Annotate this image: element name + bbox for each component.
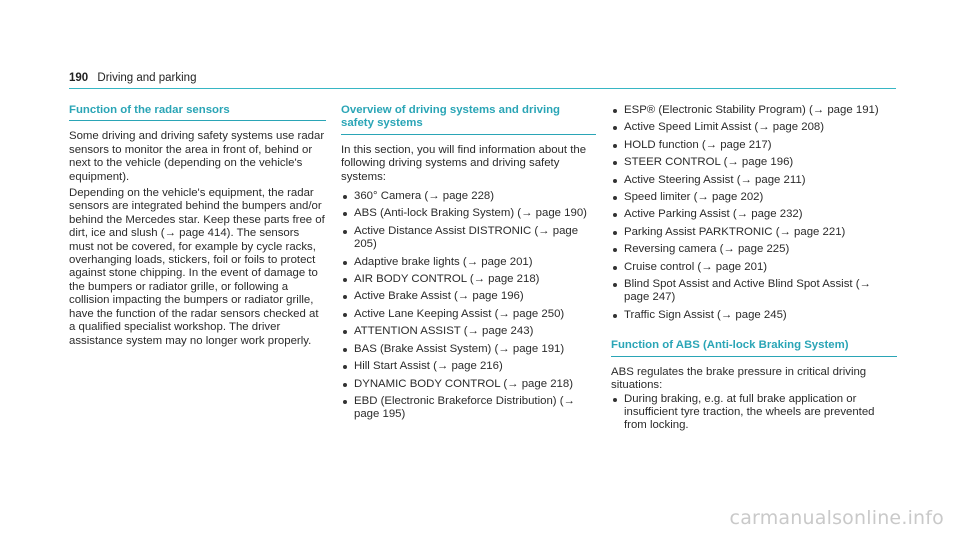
heading-divider [611,356,897,357]
header-divider [69,88,896,89]
watermark: carmanualsonline.info [729,507,944,529]
list-item[interactable]: Active Lane Keeping Assist (→ page 250) [341,308,596,321]
list-item[interactable]: Reversing camera (→ page 225) [611,243,897,256]
list-item[interactable]: Adaptive brake lights (→ page 201) [341,256,596,269]
list-item[interactable]: BAS (Brake Assist System) (→ page 191) [341,343,596,356]
heading-radar-sensors: Function of the radar sensors [69,104,230,116]
section-title: Driving and parking [97,72,197,84]
list-item[interactable]: STEER CONTROL (→ page 196) [611,156,897,169]
list-item[interactable]: DYNAMIC BODY CONTROL (→ page 218) [341,378,596,391]
list-item[interactable]: Blind Spot Assist and Active Blind Spot Assist (→ page 247) [611,278,897,305]
intro-paragraph: In this section, you will find information about the following driving systems and driving safety systems: [341,143,587,183]
page-header [69,72,196,84]
heading-overview: Overview of driving systems and driving safety systems [341,104,561,130]
page-number: 190 [69,72,89,84]
list-item[interactable]: ATTENTION ASSIST (→ page 243) [341,325,596,338]
abs-list [611,393,897,433]
list-item[interactable]: 360° Camera (→ page 228) [341,190,596,203]
column-radar-sensors [69,104,326,348]
column-systems-continued [611,104,897,437]
list-item[interactable]: Active Steering Assist (→ page 211) [611,174,897,187]
list-item[interactable]: EBD (Electronic Brakeforce Distribution) (→ page 195) [341,395,596,422]
list-item[interactable]: Active Parking Assist (→ page 232) [611,208,897,221]
list-item: During braking, e.g. at full brake application or insufficient tyre traction, the wheels are prevented from locking. [611,393,897,433]
list-item[interactable]: AIR BODY CONTROL (→ page 218) [341,273,596,286]
abs-intro: ABS regulates the brake pressure in critical driving situations: [611,365,867,392]
column-overview [341,104,596,426]
list-item[interactable]: Parking Assist PARKTRONIC (→ page 221) [611,226,897,239]
list-item[interactable]: Active Speed Limit Assist (→ page 208) [611,121,897,134]
heading-divider [341,134,596,135]
paragraph: Some driving and driving safety systems use radar sensors to monitor the area in front of, behind or next to the vehicle (depending on the vehicle's equipment). [69,130,325,183]
paragraph: Depending on the vehicle's equipment, the radar sensors are integrated behind the bumpers and/or behind the Mercedes star. Keep these parts free of dirt, ice and slush (→ page 414). The sensors must not be covered, for example by cycle racks, overhanging loads, stickers, foil or foils to protect against stone chipping. In the event of damage to the bumpers or radiator grille, or following a collision impacting the bumpers or radiator grille, have the function of the radar sensors checked at a qualified specialist workshop. The driver assistance system may no longer work properly. [69,187,325,347]
list-item[interactable]: Active Brake Assist (→ page 196) [341,290,596,303]
list-item[interactable]: Hill Start Assist (→ page 216) [341,360,596,373]
heading-divider [69,120,326,121]
list-item[interactable]: ESP® (Electronic Stability Program) (→ page 191) [611,104,897,117]
list-item[interactable]: Active Distance Assist DISTRONIC (→ page 205) [341,225,596,252]
list-item[interactable]: Traffic Sign Assist (→ page 245) [611,309,897,322]
list-item[interactable]: Speed limiter (→ page 202) [611,191,897,204]
list-item[interactable]: ABS (Anti-lock Braking System) (→ page 190) [341,207,596,220]
heading-abs: Function of ABS (Anti-lock Braking System) [611,339,849,352]
list-item[interactable]: Cruise control (→ page 201) [611,261,897,274]
list-item[interactable]: HOLD function (→ page 217) [611,139,897,152]
abs-section [611,339,897,432]
systems-list-continued [611,104,897,322]
systems-list [341,190,596,422]
